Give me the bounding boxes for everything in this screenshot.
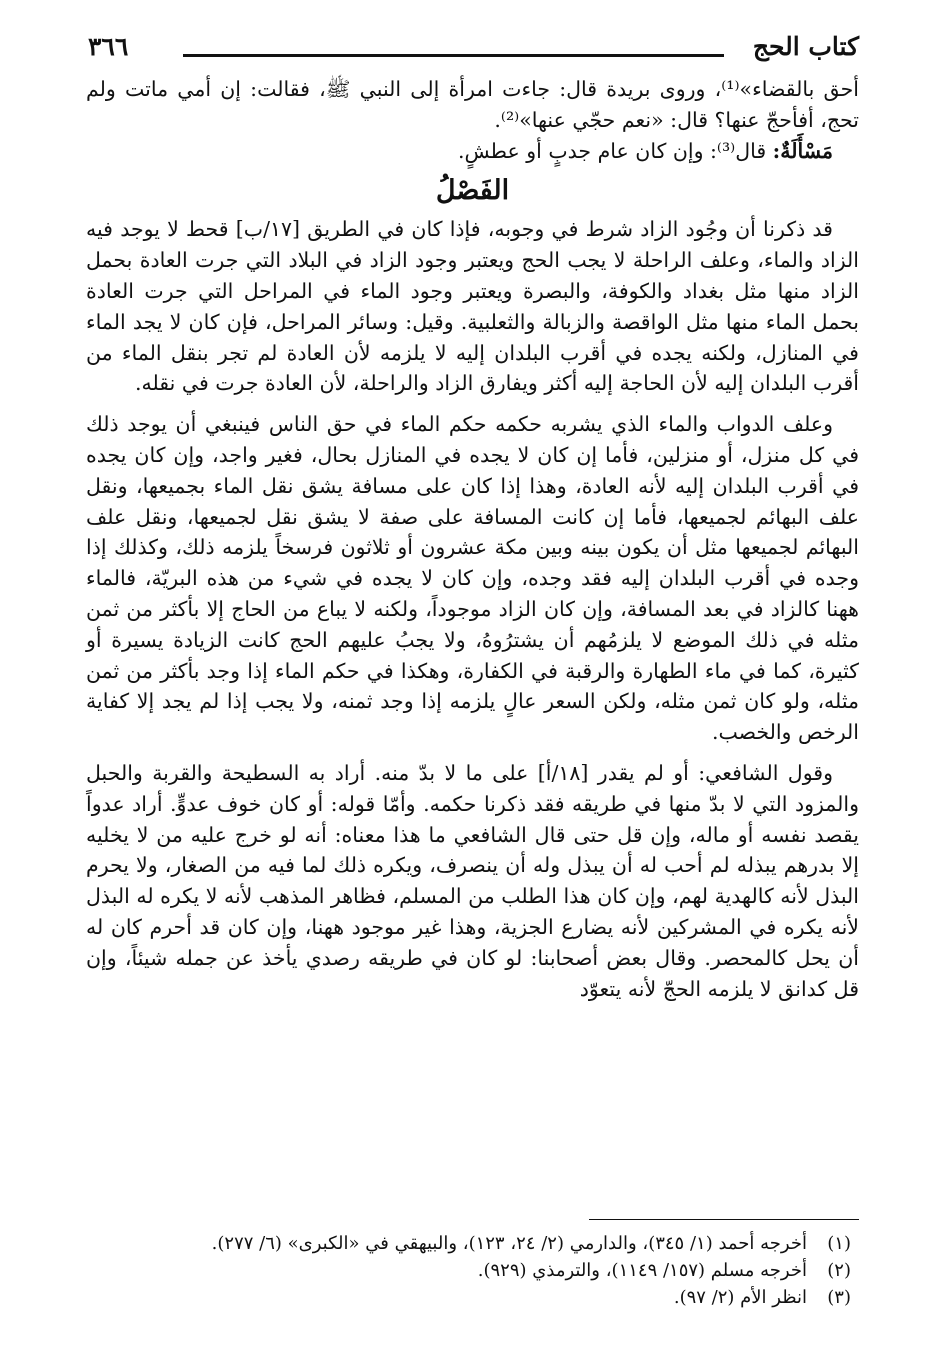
section-heading: الفَصْلُ (435, 175, 510, 207)
footnotes (120, 1230, 851, 1311)
footnote-text: أخرجه أحمد (١/ ٣٤٥)، والدارمي (٢/ ٢٤، ١٢٣)، والبيهقي في «الكبرى» (٦/ ٢٧٧). (211, 1233, 807, 1254)
paragraph: قد ذكرنا أن وجُود الزاد شرط في وجوبه، فإذا كان في الطريق [١٧/ب] قحط لا يوجد فيه الزاد والماء، وعلف الراحلة لا يجب الحج ويعتبر وجود الزاد في البلاد التي جرت العادة بحمل الزاد منها مثل بغداد والكوفة، والبصرة ويعتبر وجود الماء في المراحل التي جرت العادة بحمل الماء منها مثل الواقصة والزبالة والثعلبية. وقيل: وسائر المراحل، فإن كان لا يجد الماء في المنازل، ولكنه يجده في أقرب البلدان إليه لا يلزمه لأن العادة لم تجر بنقل الماء من أقرب البلدان إليه لأن الحاجة إليه أكثر ويفارق الزاد والراحلة، لأن العادة جرت في نقله. (86, 217, 859, 396)
footnote-text: انظر الأم (٢/ ٩٧). (673, 1287, 807, 1308)
footnote (120, 1284, 851, 1311)
paragraph: أحق بالقضاء»⁽¹⁾، وروى بريدة قال: جاءت امرأة إلى النبي ﷺ، فقالت: إن أمي ماتت ولم تحج، أفأحجّ عنها؟ قال: «نعم حجّي عنها»⁽²⁾. (86, 77, 859, 132)
footnote-text: أخرجه مسلم (١٥٧/ ١١٤٩)، والترمذي (٩٢٩). (477, 1260, 807, 1281)
masala-text: قال⁽³⁾: وإن كان عام جدبٍ أو عطشٍ. (458, 138, 773, 163)
footnote-rule (589, 1219, 859, 1220)
running-header (88, 30, 859, 70)
footnote-number: (١) (827, 1233, 851, 1254)
masala-label: مَسْأَلَةٌ: (772, 138, 833, 163)
main-text (86, 74, 859, 1004)
paragraph: وعلف الدواب والماء الذي يشربه حكمه حكم الماء في حق الناس فينبغي أن يوجد ذلك في كل منزل، أو منزلين، فأما إن كان لا يجده في المنازل بحال، فغير واجد، وإن كان يجده في أقرب البلدان إليه لأنه العادة، وهذا إذا كان على مسافة يشق نقل الماء بجميعها، ونقل علف البهائم لجميعها، فأما إن كانت المسافة على صفة لا يشق نقل لجميعها، ونقل علف البهائم لجميعها مثل أن يكون بينه وبين مكة عشرون أو ثلاثون فرسخاً يلزمه ذلك، وكذلك إذا وجده في أقرب البلدان إليه فقد وجده، وإن كان لا يجده في شيء من هذه البريّة، فالماء ههنا كالزاد في بعد المسافة، وإن كان الزاد موجوداً، ولكنه لا يباع من الحاج إلا بأكثر من ثمن مثله في ذلك الموضع لا يلزمُهم أن يشترُوهُ، ولا يجبُ عليهم الحج كانت الزيادة يسيرة أو كثيرة، كما في ماء الطهارة والرقبة في الكفارة، وهكذا في حكم الماء إذا وجد بأكثر من ثمن مثله، ولو كان ثمن مثله، ولكن السعر عالٍ يلزمه إذا وجد ثمنه، ولا يجب إذا لم يجد إلا كفاية الرخص والخصب. (86, 412, 859, 745)
footnote (120, 1230, 851, 1257)
footnote-number: (٢) (827, 1260, 851, 1281)
paragraph: وقول الشافعي: أو لم يقدر [١٨/أ] على ما لا بدّ منه. أراد به السطيحة والقربة والحبل والمزود التي لا بدّ منها في طريقه فقد ذكرنا حكمه. وأمّا قوله: أو كان خوف عدوٍّ. أراد عدواً يقصد نفسه أو ماله، وإن قل حتى قال الشافعي ما هذا معناه: أنه لو خرج عليه من لا يخليه إلا بدرهم يبذله لم أحب له أن يبذل وله أن ينصرف، ويكره ذلك لما فيه من الصغار، ولا يحرم البذل لأنه كالهدية لهم، وإن كان هذا الطلب من المسلم، فظاهر المذهب لأنه لا يكره له البذل لأنه يكره في المشركين لأنه يضارع الجزية، وهذا غير موجود ههنا، وإن كان قد أحرم كان له أن يحل كالمحصر. وقال بعض أصحابنا: لو كان في طريقه رصدي يأخذ عن جمله شيئاً، وإن قل كدانق لا يلزمه الحجّ لأنه يتعوّد (86, 760, 859, 1001)
page-number: ٣٦٦ (88, 32, 129, 61)
footnote (120, 1257, 851, 1284)
header-rule (183, 54, 724, 57)
masala-line (86, 136, 859, 167)
paragraph-gap (86, 399, 859, 409)
paragraph-gap (86, 748, 859, 758)
footnote-number: (٣) (827, 1287, 851, 1308)
book-title: كتاب الحج (752, 32, 859, 61)
